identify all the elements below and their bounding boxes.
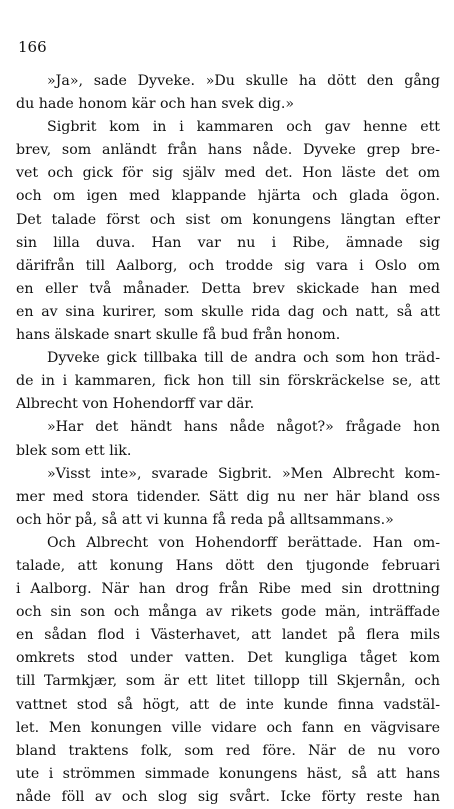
text-line: »Visst inte», svarade Sigbrit. »Men Albrecht kom- <box>47 465 440 482</box>
text-line: blek som ett lik. <box>16 442 132 459</box>
text-line: talade, att konung Hans dött den tjugonde februari <box>16 557 440 574</box>
body-text <box>16 70 440 809</box>
text-line: »Har det händt hans nåde något?» frågade hon <box>47 419 440 436</box>
text-line: vattnet stod så högt, att de inte kunde finna vadstäl- <box>16 696 440 713</box>
text-line: mer med stora tidender. Sätt dig nu ner här bland oss <box>16 488 440 505</box>
text-line: de in i kammaren, fick hon till sin förskräckelse se, att <box>16 373 440 390</box>
text-line: nåde föll av och slog sig svårt. Icke förty reste han <box>16 788 440 805</box>
text-line: och sin son och många av rikets gode män, inträffade <box>16 604 440 621</box>
text-line: brev, som anländt från hans nåde. Dyveke grep bre- <box>16 142 440 159</box>
text-line: Sigbrit kom in i kammaren och gav henne ett <box>47 119 440 136</box>
page-number: 166 <box>18 38 47 56</box>
text-line: en eller två månader. Detta brev skickade han med <box>16 280 440 297</box>
text-line: Dyveke gick tillbaka till de andra och som hon träd- <box>47 350 440 367</box>
text-line: i Aalborg. När han drog från Ribe med sin drottning <box>16 581 440 598</box>
text-line: Albrecht von Hohendorff var där. <box>16 396 255 413</box>
text-line: omkrets stod under vatten. Det kungliga tåget kom <box>16 650 440 667</box>
text-line: let. Men konungen ville vidare och fann en vägvisare <box>16 719 440 736</box>
text-line: en sådan flod i Västerhavet, att landet på flera mils <box>16 627 440 644</box>
text-line: vet och gick för sig själv med det. Hon läste det om <box>16 165 440 182</box>
text-line: hans älskade snart skulle få bud från honom. <box>16 327 341 344</box>
text-line: bland traktens folk, som red före. När de nu voro <box>16 742 440 759</box>
text-line: »Ja», sade Dyveke. »Du skulle ha dött den gång <box>47 73 440 89</box>
text-line: sin lilla duva. Han var nu i Ribe, ämnade sig <box>16 234 440 251</box>
text-line: till Tarmkjær, som är ett litet tillopp till Skjernån, och <box>16 673 440 690</box>
text-line: du hade honom kär och han svek dig.» <box>16 96 295 113</box>
text-line: därifrån till Aalborg, och trodde sig vara i Oslo om <box>16 257 440 274</box>
text-line: ute i strömmen simmade konungens häst, så att hans <box>16 765 440 782</box>
text-line: och om igen med klappande hjärta och glada ögon. <box>16 188 440 205</box>
text-line: Och Albrecht von Hohendorff berättade. Han om- <box>47 534 440 551</box>
text-line: Det talade först och sist om konungens längtan efter <box>16 211 440 228</box>
text-line: en av sina kurirer, som skulle rida dag och natt, så att <box>16 303 440 320</box>
text-line: och hör på, så att vi kunna få reda på alltsammans.» <box>16 511 394 528</box>
